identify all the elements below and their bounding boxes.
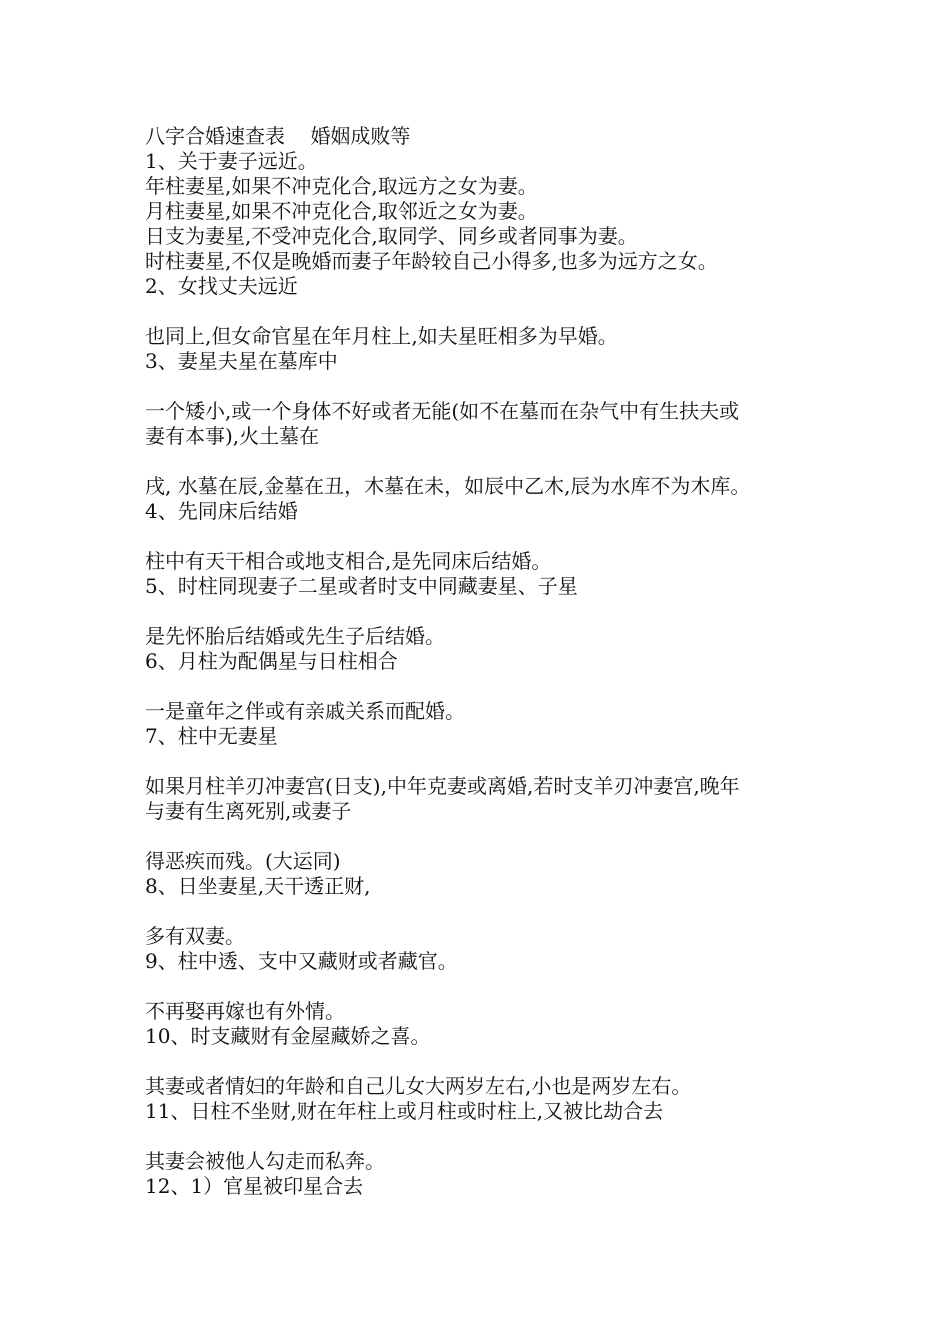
document-body	[145, 124, 815, 1199]
text-line: 如果月柱羊刃冲妻宫(日支),中年克妻或离婚,若时支羊刃冲妻宫,晚年	[145, 774, 740, 798]
text-line: 1、关于妻子远近。	[145, 149, 318, 173]
blank-line	[145, 599, 815, 624]
section-heading: 9、柱中透、支中又藏财或者藏官。	[145, 949, 458, 973]
blank-line	[145, 1049, 815, 1074]
blank-line	[145, 899, 815, 924]
text-line: 妻有本事),火土墓在	[145, 424, 320, 448]
text-line: 与妻有生离死别,或妻子	[145, 799, 352, 823]
section-heading: 12、1）官星被印星合去	[145, 1174, 364, 1198]
section-heading: 11、日柱不坐财,财在年柱上或月柱或时柱上,又被比劫合去	[145, 1099, 664, 1123]
title-line	[145, 124, 815, 149]
blank-line	[145, 824, 815, 849]
text-line: 年柱妻星,如果不冲克化合,取远方之女为妻。	[145, 174, 538, 198]
section-heading: 6、月柱为配偶星与日柱相合	[145, 649, 398, 673]
blank-line	[145, 524, 815, 549]
text-line: 柱中有天干相合或地支相合,是先同床后结婚。	[145, 549, 552, 573]
text-line: 其妻或者情妇的年龄和自己儿女大两岁左右,小也是两岁左右。	[145, 1074, 692, 1098]
text-line: 多有双妻。	[145, 924, 245, 948]
section-heading: 4、先同床后结婚	[145, 499, 298, 523]
document-subtitle: 婚姻成败等	[310, 124, 411, 148]
blank-line	[145, 449, 815, 474]
section-heading: 3、妻星夫星在墓库中	[145, 349, 338, 373]
blank-line	[145, 674, 815, 699]
text-line: 月柱妻星,如果不冲克化合,取邻近之女为妻。	[145, 199, 538, 223]
blank-line	[145, 374, 815, 399]
blank-line	[145, 1124, 815, 1149]
text-line: 戌, 水墓在辰,金墓在丑，木墓在未，如辰中乙木,辰为水库不为木库。	[145, 474, 751, 498]
text-line: 也同上,但女命官星在年月柱上,如夫星旺相多为早婚。	[145, 324, 618, 348]
title-spacer	[285, 124, 310, 148]
text-line: 时柱妻星,不仅是晚婚而妻子年龄较自己小得多,也多为远方之女。	[145, 249, 718, 273]
text-line: 日支为妻星,不受冲克化合,取同学、同乡或者同事为妻。	[145, 224, 638, 248]
text-line: 其妻会被他人勾走而私奔。	[145, 1149, 385, 1173]
blank-line	[145, 749, 815, 774]
section-heading: 8、日坐妻星,天干透正财,	[145, 874, 371, 898]
section-heading: 5、时柱同现妻子二星或者时支中同藏妻星、子星	[145, 574, 578, 598]
text-line: 得恶疾而残。(大运同)	[145, 849, 341, 873]
section-heading: 7、柱中无妻星	[145, 724, 278, 748]
section-heading: 2、女找丈夫远近	[145, 274, 298, 298]
text-line: 一是童年之伴或有亲戚关系而配婚。	[145, 699, 465, 723]
text-line: 是先怀胎后结婚或先生子后结婚。	[145, 624, 445, 648]
section-heading: 10、时支藏财有金屋藏娇之喜。	[145, 1024, 431, 1048]
text-line: 不再娶再嫁也有外情。	[145, 999, 345, 1023]
text-line: 一个矮小,或一个身体不好或者无能(如不在墓而在杂气中有生扶夫或	[145, 399, 740, 423]
blank-line	[145, 299, 815, 324]
document-title: 八字合婚速查表	[145, 124, 285, 148]
blank-line	[145, 974, 815, 999]
